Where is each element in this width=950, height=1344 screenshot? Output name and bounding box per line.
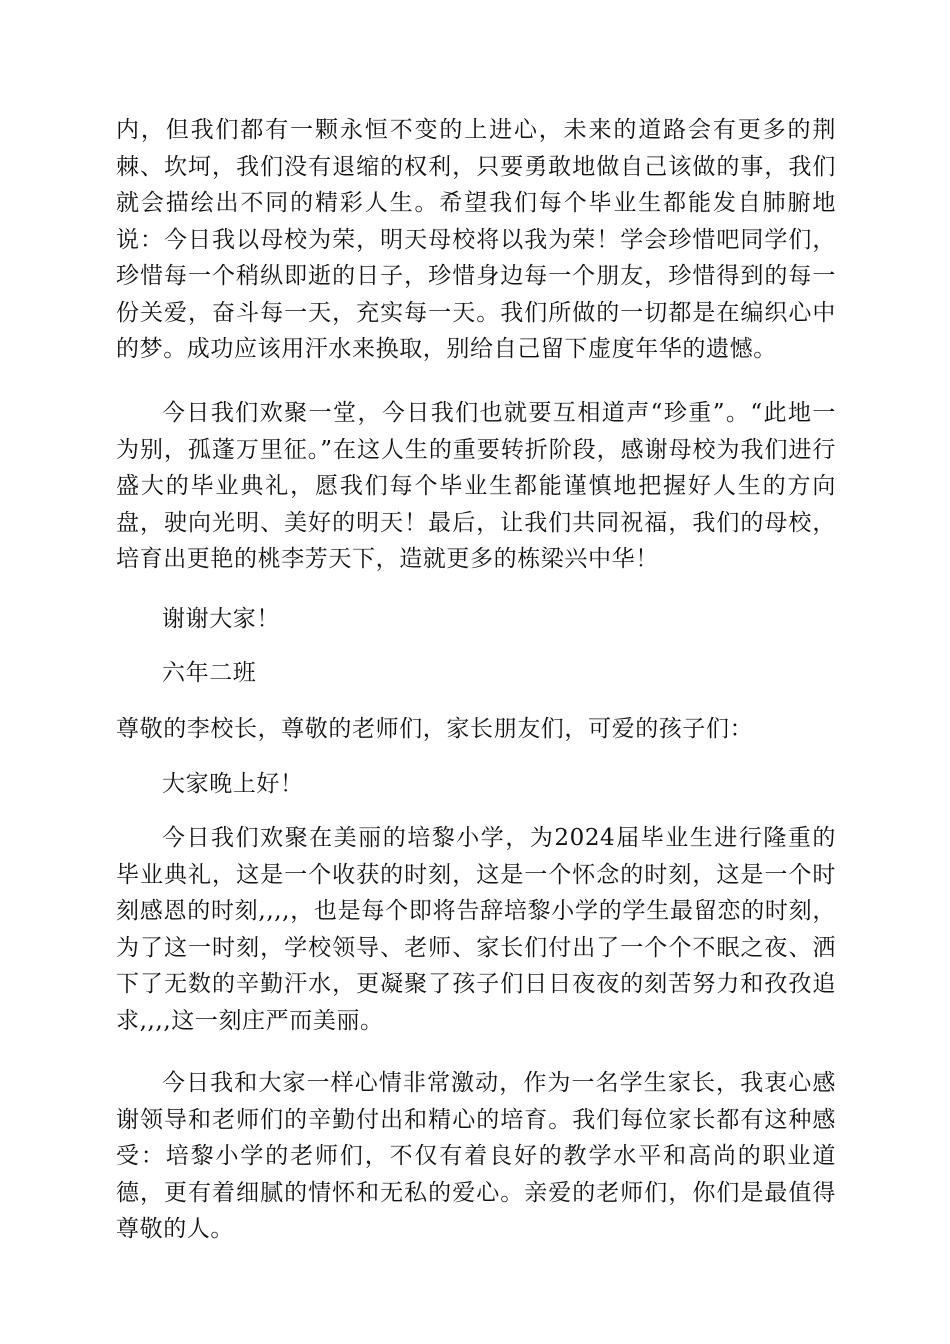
paragraph-greeting: 大家晚上好！ (162, 771, 304, 797)
paragraph-thanks: 谢谢大家！ (162, 606, 280, 632)
paragraph-ceremony: 今日我们欢聚在美丽的培黎小学，为2024届毕业生进行隆重的毕业典礼，这是一个收获的时刻，这是一个怀念的时刻，这是一个时刻感恩的时刻,,,,，也是每个即将告辞培黎小学的学生最留恋的时刻，为了这一时刻，学校领导、老师、家长们付出了一个个不眠之夜、洒下了无数的辛勤汗水，更凝聚了孩子们日日夜夜的刻苦努力和孜孜追求,,,,这一刻庄严而美丽。 (116, 825, 836, 1034)
paragraph-salutation: 尊敬的李校长，尊敬的老师们，家长朋友们，可爱的孩子们： (116, 716, 754, 742)
paragraph-farewell: 今日我们欢聚一堂，今日我们也就要互相道声“珍重”。“此地一为别，孤蓬万里征。”在这人生的重要转折阶段，感谢母校为我们进行盛大的毕业典礼，愿我们每个毕业生都能谨慎地把握好人生的方向盘，驶向光明、美好的明天！最后，让我们共同祝福，我们的母校，培育出更艳的桃李芳天下，造就更多的栋梁兴中华！ (116, 400, 836, 572)
paragraph-gratitude: 今日我和大家一样心情非常激动，作为一名学生家长，我衷心感谢领导和老师们的辛勤付出和精心的培育。我们每位家长都有这种感受：培黎小学的老师们，不仅有着良好的教学水平和高尚的职业道德，更有着细腻的情怀和无私的爱心。亲爱的老师们，你们是最值得尊敬的人。 (116, 1070, 836, 1242)
paragraph-continuation: 内，但我们都有一颗永恒不变的上进心，未来的道路会有更多的荆棘、坎坷，我们没有退缩的权利，只要勇敢地做自己该做的事，我们就会描绘出不同的精彩人生。希望我们每个毕业生都能发自肺腑地说：今日我以母校为荣，明天母校将以我为荣！学会珍惜吧同学们，珍惜每一个稍纵即逝的日子，珍惜身边每一个朋友，珍惜得到的每一份关爱，奋斗每一天，充实每一天。我们所做的一切都是在编织心中的梦。成功应该用汗水来换取，别给自己留下虚度年华的遗憾。 (116, 117, 836, 362)
paragraph-class-signature: 六年二班 (162, 660, 257, 686)
